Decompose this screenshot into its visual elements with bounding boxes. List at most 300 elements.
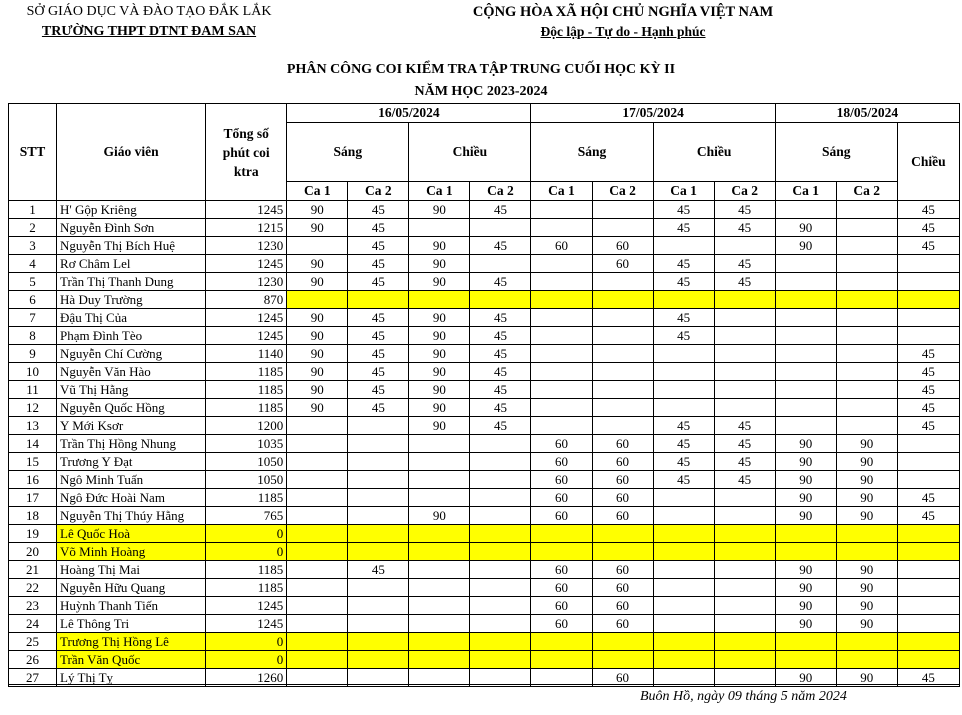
row-shift-minutes: 90 [409,399,470,417]
row-shift-minutes [775,345,836,363]
row-shift-minutes [653,399,714,417]
row-shift-minutes [531,633,592,651]
row-total-minutes: 1185 [206,399,287,417]
row-shift-minutes: 45 [470,327,531,345]
row-teacher-name: Đậu Thị Của [57,309,206,327]
row-total-minutes: 0 [206,651,287,669]
row-shift-minutes: 60 [531,471,592,489]
row-shift-minutes: 45 [470,417,531,435]
row-stt: 8 [9,327,57,345]
row-teacher-name: Nguyễn Hữu Quang [57,579,206,597]
row-shift-minutes: 45 [653,201,714,219]
row-stt: 4 [9,255,57,273]
row-shift-minutes [531,381,592,399]
table-row [9,273,960,291]
row-shift-minutes [897,273,959,291]
row-shift-minutes: 45 [897,417,959,435]
table-row [9,237,960,255]
row-shift-minutes: 45 [348,399,409,417]
row-shift-minutes [531,327,592,345]
row-shift-minutes [409,435,470,453]
row-stt: 1 [9,201,57,219]
row-stt: 17 [9,489,57,507]
row-shift-minutes: 45 [897,363,959,381]
row-shift-minutes: 90 [775,561,836,579]
row-shift-minutes [531,651,592,669]
row-shift-minutes [348,489,409,507]
table-row [9,435,960,453]
row-shift-minutes [287,579,348,597]
row-shift-minutes: 90 [836,615,897,633]
row-total-minutes: 0 [206,633,287,651]
row-shift-minutes: 45 [653,453,714,471]
row-shift-minutes [775,633,836,651]
row-shift-minutes [592,381,653,399]
row-shift-minutes [409,543,470,561]
row-shift-minutes [348,417,409,435]
row-shift-minutes [897,633,959,651]
row-teacher-name: Trần Văn Quốc [57,651,206,669]
row-teacher-name: Trần Thị Hồng Nhung [57,435,206,453]
row-shift-minutes [592,399,653,417]
row-shift-minutes [348,291,409,309]
row-shift-minutes [897,525,959,543]
shift-2: Ca 2 [836,182,897,201]
assignment-table [8,103,960,687]
row-stt: 12 [9,399,57,417]
row-shift-minutes: 60 [531,435,592,453]
row-shift-minutes [714,651,775,669]
row-total-minutes: 1230 [206,273,287,291]
school-name: TRƯỜNG THPT DTNT ĐAM SAN [41,24,257,39]
row-shift-minutes: 90 [287,219,348,237]
row-shift-minutes: 45 [714,201,775,219]
row-shift-minutes [653,291,714,309]
document-subtitle: NĂM HỌC 2023-2024 [414,84,548,99]
row-total-minutes: 1245 [206,255,287,273]
row-shift-minutes: 90 [775,435,836,453]
row-shift-minutes: 90 [409,507,470,525]
row-shift-minutes: 45 [897,399,959,417]
row-total-minutes: 0 [206,543,287,561]
row-shift-minutes: 90 [287,381,348,399]
row-total-minutes: 1185 [206,363,287,381]
row-shift-minutes: 45 [714,273,775,291]
row-shift-minutes: 60 [592,471,653,489]
table-row [9,651,960,669]
row-shift-minutes: 45 [653,435,714,453]
row-shift-minutes [531,345,592,363]
row-stt: 20 [9,543,57,561]
table-row [9,471,960,489]
row-stt: 18 [9,507,57,525]
row-shift-minutes: 45 [897,669,959,687]
row-shift-minutes [897,615,959,633]
row-shift-minutes [714,489,775,507]
row-shift-minutes [653,651,714,669]
row-shift-minutes [897,561,959,579]
nation-name: CỘNG HÒA XÃ HỘI CHỦ NGHĨA VIỆT NAM [472,4,774,20]
row-shift-minutes: 45 [653,273,714,291]
row-shift-minutes: 90 [836,471,897,489]
row-shift-minutes: 90 [409,417,470,435]
table-row [9,255,960,273]
row-shift-minutes: 90 [287,201,348,219]
row-shift-minutes [714,561,775,579]
row-shift-minutes [531,543,592,561]
session-afternoon-d2: Chiều [653,123,775,182]
row-teacher-name: Phạm Đình Tèo [57,327,206,345]
row-total-minutes: 1215 [206,219,287,237]
row-shift-minutes [653,381,714,399]
row-shift-minutes: 90 [287,273,348,291]
row-shift-minutes: 60 [592,597,653,615]
row-teacher-name: Hoàng Thị Mai [57,561,206,579]
row-shift-minutes [836,255,897,273]
row-stt: 10 [9,363,57,381]
row-shift-minutes [592,273,653,291]
row-shift-minutes: 90 [836,453,897,471]
row-shift-minutes [775,417,836,435]
row-total-minutes: 1245 [206,309,287,327]
row-shift-minutes [836,327,897,345]
row-shift-minutes [897,255,959,273]
row-stt: 16 [9,471,57,489]
row-shift-minutes [836,291,897,309]
row-stt: 25 [9,633,57,651]
row-shift-minutes: 45 [348,327,409,345]
row-shift-minutes: 90 [836,597,897,615]
row-shift-minutes: 45 [348,345,409,363]
row-stt: 6 [9,291,57,309]
row-shift-minutes [531,363,592,381]
row-shift-minutes [775,399,836,417]
row-shift-minutes: 90 [775,219,836,237]
row-stt: 23 [9,597,57,615]
row-shift-minutes: 90 [775,597,836,615]
row-shift-minutes: 90 [775,507,836,525]
row-shift-minutes [653,597,714,615]
table-row [9,309,960,327]
row-shift-minutes: 90 [836,669,897,687]
row-stt: 22 [9,579,57,597]
row-stt: 24 [9,615,57,633]
row-shift-minutes [775,201,836,219]
row-shift-minutes [714,579,775,597]
row-shift-minutes: 90 [775,453,836,471]
row-shift-minutes [775,327,836,345]
row-shift-minutes: 45 [714,219,775,237]
row-shift-minutes: 45 [714,435,775,453]
row-shift-minutes [653,615,714,633]
row-shift-minutes [287,489,348,507]
row-shift-minutes: 90 [836,489,897,507]
row-shift-minutes [531,291,592,309]
row-shift-minutes: 45 [348,363,409,381]
row-total-minutes: 0 [206,525,287,543]
row-shift-minutes [775,273,836,291]
row-shift-minutes [836,273,897,291]
row-teacher-name: Lê Quốc Hoà [57,525,206,543]
row-shift-minutes [836,219,897,237]
row-shift-minutes: 90 [409,381,470,399]
row-shift-minutes [714,615,775,633]
row-shift-minutes [348,651,409,669]
row-shift-minutes: 90 [287,327,348,345]
row-teacher-name: Nguyễn Thị Thúy Hằng [57,507,206,525]
table-row [9,453,960,471]
row-shift-minutes [592,363,653,381]
row-shift-minutes [287,597,348,615]
col-header-stt: STT [9,104,57,201]
row-shift-minutes: 90 [775,489,836,507]
row-total-minutes: 1185 [206,489,287,507]
row-total-minutes: 1230 [206,237,287,255]
row-shift-minutes [714,633,775,651]
row-shift-minutes: 90 [409,237,470,255]
row-shift-minutes [714,507,775,525]
table-row [9,561,960,579]
row-shift-minutes: 45 [897,345,959,363]
row-shift-minutes [470,453,531,471]
row-shift-minutes: 60 [592,237,653,255]
row-teacher-name: Nguyễn Văn Hào [57,363,206,381]
row-shift-minutes [531,309,592,327]
row-total-minutes: 1050 [206,471,287,489]
row-shift-minutes: 45 [653,327,714,345]
row-shift-minutes: 90 [287,309,348,327]
row-shift-minutes: 90 [775,669,836,687]
row-shift-minutes: 90 [836,579,897,597]
row-shift-minutes [531,201,592,219]
row-shift-minutes [653,525,714,543]
row-shift-minutes: 90 [409,273,470,291]
row-teacher-name: Lý Thị Tỵ [57,669,206,687]
row-shift-minutes: 45 [348,201,409,219]
shift-2: Ca 2 [714,182,775,201]
row-shift-minutes: 45 [470,273,531,291]
row-shift-minutes [470,219,531,237]
col-header-date3: 18/05/2024 [775,104,959,123]
shift-1: Ca 1 [531,182,592,201]
row-shift-minutes: 45 [348,255,409,273]
row-shift-minutes [714,309,775,327]
row-shift-minutes: 60 [531,579,592,597]
row-shift-minutes: 45 [348,561,409,579]
row-shift-minutes [592,417,653,435]
row-shift-minutes [653,489,714,507]
row-shift-minutes [531,219,592,237]
row-shift-minutes [775,309,836,327]
row-shift-minutes: 60 [531,507,592,525]
row-teacher-name: Nguyễn Thị Bích Huệ [57,237,206,255]
row-teacher-name: Lê Thông Tri [57,615,206,633]
table-row [9,525,960,543]
row-teacher-name: Rơ Châm Lel [57,255,206,273]
row-shift-minutes [287,615,348,633]
table-row [9,543,960,561]
document-header [0,0,962,44]
row-shift-minutes [592,525,653,543]
row-shift-minutes [836,525,897,543]
row-shift-minutes [897,597,959,615]
row-total-minutes: 1260 [206,669,287,687]
row-stt: 26 [9,651,57,669]
row-shift-minutes [897,309,959,327]
row-shift-minutes [714,363,775,381]
table-row [9,327,960,345]
row-shift-minutes [287,651,348,669]
row-shift-minutes: 45 [897,489,959,507]
row-teacher-name: Trương Thị Hồng Lê [57,633,206,651]
row-stt: 15 [9,453,57,471]
row-teacher-name: Y Mới Ksơr [57,417,206,435]
row-shift-minutes [531,273,592,291]
col-header-total: Tổng số phút coi ktra [206,104,287,201]
row-shift-minutes: 45 [897,507,959,525]
row-shift-minutes [470,615,531,633]
row-shift-minutes [653,543,714,561]
row-shift-minutes [470,291,531,309]
table-row [9,507,960,525]
row-shift-minutes [714,291,775,309]
row-shift-minutes: 45 [897,381,959,399]
row-shift-minutes [531,417,592,435]
shift-2: Ca 2 [470,182,531,201]
row-shift-minutes [287,417,348,435]
row-shift-minutes: 90 [287,255,348,273]
row-shift-minutes [409,597,470,615]
row-total-minutes: 1200 [206,417,287,435]
row-total-minutes: 1140 [206,345,287,363]
row-shift-minutes [470,651,531,669]
row-stt: 11 [9,381,57,399]
row-shift-minutes [714,543,775,561]
row-shift-minutes [470,543,531,561]
row-shift-minutes [653,579,714,597]
table-row [9,417,960,435]
row-shift-minutes: 45 [348,237,409,255]
row-shift-minutes: 60 [531,489,592,507]
table-bottom-rule [8,684,960,685]
row-shift-minutes [409,579,470,597]
session-morning-d2: Sáng [531,123,653,182]
row-shift-minutes [836,543,897,561]
shift-1: Ca 1 [287,182,348,201]
row-shift-minutes [897,453,959,471]
row-shift-minutes [592,309,653,327]
row-shift-minutes: 45 [714,453,775,471]
row-shift-minutes [531,525,592,543]
row-shift-minutes [653,561,714,579]
row-shift-minutes [592,327,653,345]
table-row [9,219,960,237]
row-shift-minutes: 60 [592,453,653,471]
place-date-line: Buôn Hồ, ngày 09 tháng 5 năm 2024 [640,689,847,704]
row-shift-minutes [897,291,959,309]
row-shift-minutes [348,525,409,543]
row-shift-minutes [409,489,470,507]
row-shift-minutes [653,345,714,363]
row-shift-minutes: 90 [409,363,470,381]
table-row [9,615,960,633]
row-shift-minutes: 60 [592,489,653,507]
row-shift-minutes [897,543,959,561]
row-shift-minutes [592,651,653,669]
row-shift-minutes: 45 [348,309,409,327]
row-shift-minutes [592,201,653,219]
row-shift-minutes: 45 [897,201,959,219]
row-stt: 14 [9,435,57,453]
row-total-minutes: 1245 [206,615,287,633]
row-shift-minutes [409,633,470,651]
row-total-minutes: 1185 [206,561,287,579]
row-shift-minutes: 60 [531,561,592,579]
row-stt: 27 [9,669,57,687]
row-shift-minutes: 45 [470,399,531,417]
row-shift-minutes [409,219,470,237]
row-shift-minutes [897,471,959,489]
table-row [9,597,960,615]
row-shift-minutes [897,651,959,669]
row-shift-minutes [714,525,775,543]
row-shift-minutes [775,525,836,543]
row-shift-minutes [409,525,470,543]
row-shift-minutes [836,363,897,381]
row-shift-minutes [287,507,348,525]
row-shift-minutes [653,237,714,255]
row-shift-minutes: 45 [653,471,714,489]
row-shift-minutes [470,579,531,597]
row-shift-minutes [775,651,836,669]
row-teacher-name: Võ Minh Hoàng [57,543,206,561]
row-shift-minutes [836,417,897,435]
row-shift-minutes [287,525,348,543]
table-row [9,363,960,381]
row-shift-minutes [287,543,348,561]
row-total-minutes: 1185 [206,579,287,597]
row-teacher-name: H' Gộp Kriêng [57,201,206,219]
row-shift-minutes [348,435,409,453]
row-shift-minutes: 45 [653,255,714,273]
row-shift-minutes [836,237,897,255]
row-stt: 13 [9,417,57,435]
row-shift-minutes [409,561,470,579]
table-row [9,489,960,507]
row-shift-minutes [836,381,897,399]
row-shift-minutes [836,345,897,363]
row-shift-minutes: 90 [287,363,348,381]
row-shift-minutes [470,255,531,273]
row-total-minutes: 1245 [206,201,287,219]
row-shift-minutes [653,507,714,525]
row-shift-minutes: 90 [836,561,897,579]
row-shift-minutes [409,453,470,471]
row-shift-minutes [287,471,348,489]
row-shift-minutes: 45 [653,417,714,435]
document-title: PHÂN CÔNG COI KIỂM TRA TẬP TRUNG CUỐI HỌC KỲ II [286,62,676,77]
row-shift-minutes [531,399,592,417]
row-stt: 9 [9,345,57,363]
row-stt: 21 [9,561,57,579]
row-shift-minutes [714,381,775,399]
session-morning-d3: Sáng [775,123,897,182]
row-shift-minutes [348,597,409,615]
table-row [9,579,960,597]
row-shift-minutes [470,489,531,507]
row-stt: 19 [9,525,57,543]
row-shift-minutes: 90 [287,345,348,363]
